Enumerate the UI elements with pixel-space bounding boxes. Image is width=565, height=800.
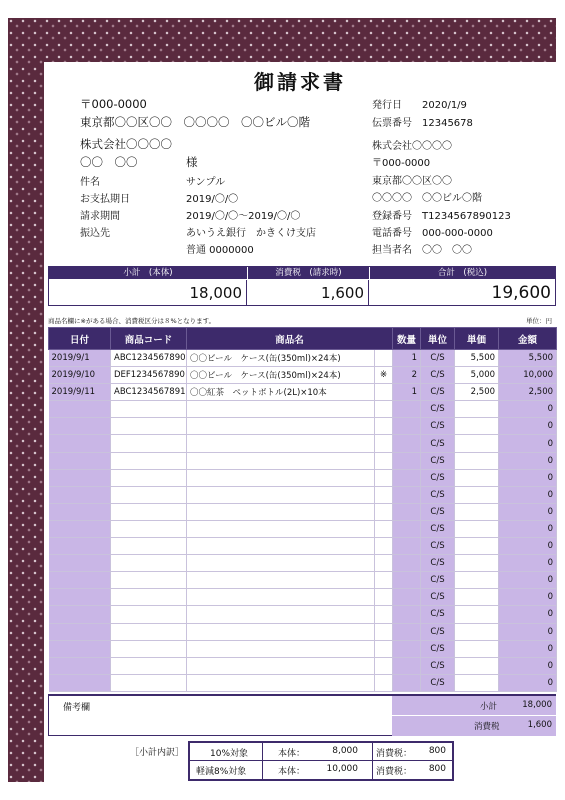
table-cell — [111, 674, 187, 691]
table-cell: 2,500 — [499, 384, 557, 401]
tel-label: 電話番号 — [372, 228, 412, 239]
table-cell — [455, 640, 499, 657]
table-row-empty — [49, 486, 557, 503]
breakdown-divider — [372, 743, 373, 779]
table-cell — [455, 572, 499, 589]
table-cell — [111, 401, 187, 418]
contact-name: 〇〇 〇〇 — [422, 245, 472, 256]
table-cell — [375, 384, 393, 401]
table-row-empty — [49, 469, 557, 486]
table-cell — [111, 503, 187, 520]
table-cell: 〇〇紅茶 ペットボトル(2L)×10本 — [187, 384, 375, 401]
issue-date-label: 発行日 — [372, 100, 402, 111]
table-cell — [375, 418, 393, 435]
table-cell — [375, 572, 393, 589]
table-cell: C/S — [421, 350, 455, 367]
table-row-empty — [49, 674, 557, 691]
detail-value: 2019/〇/〇 — [186, 194, 239, 205]
table-cell: 0 — [499, 503, 557, 520]
table-cell — [111, 606, 187, 623]
table-cell: 0 — [499, 520, 557, 537]
table-cell — [111, 589, 187, 606]
table-cell — [49, 589, 111, 606]
recipient-person: 〇〇 〇〇 — [80, 155, 138, 169]
breakdown-base: 10,000 — [326, 764, 358, 774]
footer-subtotal — [392, 696, 556, 716]
table-cell — [49, 503, 111, 520]
table-cell: C/S — [421, 640, 455, 657]
table-cell — [49, 435, 111, 452]
table-cell — [375, 452, 393, 469]
decorative-frame-left — [8, 18, 44, 782]
table-cell: 〇〇ビール ケース(缶(350ml)×24本) — [187, 367, 375, 384]
table-cell — [375, 486, 393, 503]
table-cell: 1 — [393, 384, 421, 401]
table-row-empty — [49, 401, 557, 418]
issuer-company: 株式会社〇〇〇〇 — [372, 141, 452, 152]
table-cell: C/S — [421, 538, 455, 555]
table-cell — [49, 469, 111, 486]
col-price: 単価 — [455, 328, 499, 350]
table-cell — [49, 418, 111, 435]
table-cell: 2,500 — [455, 384, 499, 401]
table-row-empty — [49, 435, 557, 452]
table-cell — [455, 674, 499, 691]
tax-note: 商品名欄に※がある場合、消費税区分は８%となります。 — [48, 317, 216, 325]
table-cell — [393, 486, 421, 503]
table-cell — [393, 606, 421, 623]
table-cell: ※ — [375, 367, 393, 384]
table-cell: 5,000 — [455, 367, 499, 384]
subtotal-header: 小計 (本体) — [49, 267, 247, 279]
table-cell — [111, 452, 187, 469]
table-cell — [393, 435, 421, 452]
detail-label: お支払期日 — [80, 194, 130, 205]
table-cell: C/S — [421, 623, 455, 640]
table-cell — [455, 623, 499, 640]
recipient-company: 株式会社〇〇〇〇 — [80, 137, 172, 151]
table-cell: C/S — [421, 606, 455, 623]
table-row-empty — [49, 418, 557, 435]
detail-label: 振込先 — [80, 228, 110, 239]
table-cell: 10,000 — [499, 367, 557, 384]
remarks-label: 備考欄 — [63, 703, 91, 713]
table-cell — [187, 589, 375, 606]
table-cell: C/S — [421, 452, 455, 469]
table-cell — [375, 538, 393, 555]
issuer-address1: 東京都〇〇区〇〇 — [372, 176, 452, 187]
table-cell: C/S — [421, 418, 455, 435]
breakdown-base-label: 本体： — [278, 767, 306, 777]
table-cell — [111, 435, 187, 452]
decorative-frame-top — [8, 18, 556, 62]
table-cell — [375, 606, 393, 623]
table-cell — [111, 572, 187, 589]
table-cell — [111, 640, 187, 657]
footer-tax-label: 消費税 — [474, 722, 500, 732]
table-cell — [393, 469, 421, 486]
table-cell — [111, 418, 187, 435]
table-cell — [187, 606, 375, 623]
table-cell — [393, 538, 421, 555]
table-cell — [375, 657, 393, 674]
table-cell: 1 — [393, 350, 421, 367]
breakdown-base-label: 本体： — [278, 749, 306, 759]
table-row — [49, 384, 557, 401]
slip-label: 伝票番号 — [372, 118, 412, 129]
table-cell — [393, 589, 421, 606]
table-cell — [187, 503, 375, 520]
table-cell — [49, 555, 111, 572]
table-cell — [187, 640, 375, 657]
table-cell: 0 — [499, 469, 557, 486]
table-cell — [49, 401, 111, 418]
tel-number: 000-000-0000 — [422, 228, 493, 239]
breakdown-type: 軽減8%対象 — [196, 767, 247, 777]
table-cell: 0 — [499, 674, 557, 691]
table-cell — [111, 486, 187, 503]
table-cell: C/S — [421, 486, 455, 503]
breakdown-type: 10%対象 — [210, 749, 249, 759]
table-cell: 0 — [499, 572, 557, 589]
table-cell — [187, 623, 375, 640]
breakdown-tax: 800 — [428, 746, 446, 756]
issue-date: 2020/1/9 — [422, 100, 467, 111]
table-cell — [187, 418, 375, 435]
table-cell — [375, 674, 393, 691]
table-cell — [187, 555, 375, 572]
breakdown-box — [188, 741, 454, 781]
table-row-empty — [49, 589, 557, 606]
table-cell: C/S — [421, 384, 455, 401]
table-cell — [187, 572, 375, 589]
table-cell — [111, 520, 187, 537]
table-cell — [187, 538, 375, 555]
table-cell — [375, 350, 393, 367]
recipient-address: 東京都〇〇区〇〇 〇〇〇〇 〇〇ビル〇階 — [80, 115, 310, 129]
table-cell: C/S — [421, 469, 455, 486]
remarks-box — [48, 694, 556, 736]
recipient-honorific: 様 — [186, 155, 198, 169]
table-cell — [393, 555, 421, 572]
page-title: 御請求書 — [254, 70, 346, 94]
table-cell: 0 — [499, 486, 557, 503]
table-cell: C/S — [421, 657, 455, 674]
table-cell: ABC1234567890 — [111, 350, 187, 367]
table-cell — [49, 572, 111, 589]
col-code: 商品コード — [111, 328, 187, 350]
table-cell: 0 — [499, 452, 557, 469]
table-cell — [49, 674, 111, 691]
total-header: 合計 (税込) — [369, 267, 555, 279]
table-cell: 2 — [393, 367, 421, 384]
table-cell — [375, 435, 393, 452]
table-cell — [455, 589, 499, 606]
table-cell — [455, 606, 499, 623]
total-value: 19,600 — [491, 283, 551, 303]
table-cell: 5,500 — [499, 350, 557, 367]
table-cell: 0 — [499, 606, 557, 623]
table-cell — [455, 538, 499, 555]
unit-note: 単位：円 — [526, 317, 552, 325]
col-product: 商品名 — [187, 328, 393, 350]
table-cell: C/S — [421, 401, 455, 418]
col-date: 日付 — [49, 328, 111, 350]
footer-subtotal-label: 小計 — [480, 702, 498, 712]
table-row — [49, 367, 557, 384]
detail-value: サンプル — [186, 177, 226, 188]
table-cell — [49, 623, 111, 640]
table-cell: C/S — [421, 367, 455, 384]
table-cell — [455, 503, 499, 520]
table-cell: 2019/9/10 — [49, 367, 111, 384]
contact-label: 担当者名 — [372, 245, 412, 256]
footer-subtotal-value: 18,000 — [522, 700, 552, 710]
table-cell — [187, 674, 375, 691]
table-cell — [375, 640, 393, 657]
table-cell — [455, 469, 499, 486]
breakdown-label: ［小計内訳］ — [130, 748, 185, 758]
table-cell: 0 — [499, 589, 557, 606]
table-cell — [393, 674, 421, 691]
table-cell: 0 — [499, 401, 557, 418]
table-cell — [49, 538, 111, 555]
table-cell — [111, 538, 187, 555]
breakdown-base: 8,000 — [332, 746, 358, 756]
table-cell — [455, 486, 499, 503]
table-cell — [49, 640, 111, 657]
table-cell — [49, 657, 111, 674]
table-cell: DEF1234567890 — [111, 367, 187, 384]
table-cell — [393, 401, 421, 418]
breakdown-row — [190, 761, 452, 779]
detail-label: 件名 — [80, 177, 100, 188]
table-cell — [187, 469, 375, 486]
table-cell: 〇〇ビール ケース(缶(350ml)×24本) — [187, 350, 375, 367]
table-cell — [111, 657, 187, 674]
items-table — [48, 327, 557, 692]
reg-number: T1234567890123 — [422, 211, 511, 222]
subtotal-value: 18,000 — [49, 280, 247, 306]
table-cell — [187, 520, 375, 537]
table-cell: C/S — [421, 674, 455, 691]
table-cell: C/S — [421, 520, 455, 537]
table-header-row — [49, 328, 557, 350]
table-cell: 0 — [499, 640, 557, 657]
detail-value: 普通 0000000 — [186, 245, 254, 256]
tax-header: 消費税 (請求時) — [247, 267, 369, 279]
table-cell: C/S — [421, 503, 455, 520]
table-row-empty — [49, 452, 557, 469]
table-cell — [455, 555, 499, 572]
table-row-empty — [49, 538, 557, 555]
table-cell — [49, 520, 111, 537]
summary-box — [48, 266, 556, 306]
table-cell: 5,500 — [455, 350, 499, 367]
table-cell: C/S — [421, 589, 455, 606]
col-amount: 金額 — [499, 328, 557, 350]
table-cell — [187, 435, 375, 452]
table-row-empty — [49, 555, 557, 572]
footer-tax — [392, 716, 556, 736]
table-cell: 0 — [499, 418, 557, 435]
table-cell: C/S — [421, 555, 455, 572]
table-cell: 0 — [499, 623, 557, 640]
table-cell: 2019/9/11 — [49, 384, 111, 401]
table-cell — [455, 418, 499, 435]
table-cell — [111, 623, 187, 640]
tax-value: 1,600 — [247, 280, 369, 306]
table-cell — [393, 623, 421, 640]
table-cell — [111, 555, 187, 572]
table-cell: 0 — [499, 657, 557, 674]
breakdown-tax-label: 消費税： — [376, 749, 413, 759]
table-cell — [455, 401, 499, 418]
table-cell — [49, 486, 111, 503]
table-cell — [393, 520, 421, 537]
table-cell — [393, 503, 421, 520]
table-cell — [375, 555, 393, 572]
table-cell — [187, 452, 375, 469]
reg-label: 登録番号 — [372, 211, 412, 222]
table-cell — [187, 486, 375, 503]
table-cell — [111, 469, 187, 486]
table-cell: ABC1234567891 — [111, 384, 187, 401]
breakdown-tax: 800 — [428, 764, 446, 774]
footer-tax-value: 1,600 — [527, 720, 552, 730]
slip-number: 12345678 — [422, 118, 473, 129]
table-cell — [393, 418, 421, 435]
detail-value: あいうえ銀行 かきくけ支店 — [186, 228, 316, 239]
table-cell — [49, 606, 111, 623]
table-cell — [375, 520, 393, 537]
table-cell — [455, 452, 499, 469]
table-cell — [49, 452, 111, 469]
table-cell — [375, 589, 393, 606]
table-cell: C/S — [421, 572, 455, 589]
table-cell: 2019/9/1 — [49, 350, 111, 367]
table-cell — [455, 657, 499, 674]
detail-value: 2019/〇/〇～2019/〇/〇 — [186, 211, 301, 222]
breakdown-row — [190, 743, 452, 761]
table-row-empty — [49, 520, 557, 537]
recipient-postal: 〒000-0000 — [80, 97, 147, 111]
table-row-empty — [49, 657, 557, 674]
issuer-postal: 〒000-0000 — [372, 158, 431, 169]
table-cell — [393, 657, 421, 674]
table-cell — [375, 469, 393, 486]
table-cell — [455, 520, 499, 537]
table-row — [49, 350, 557, 367]
table-row-empty — [49, 623, 557, 640]
breakdown-tax-label: 消費税： — [376, 767, 413, 777]
table-cell — [393, 572, 421, 589]
table-row-empty — [49, 572, 557, 589]
col-qty: 数量 — [393, 328, 421, 350]
table-row-empty — [49, 640, 557, 657]
table-cell — [187, 657, 375, 674]
table-row-empty — [49, 606, 557, 623]
table-cell — [393, 640, 421, 657]
table-cell — [375, 401, 393, 418]
table-cell: 0 — [499, 538, 557, 555]
table-cell: 0 — [499, 555, 557, 572]
table-cell — [393, 452, 421, 469]
col-unit: 単位 — [421, 328, 455, 350]
issuer-address2: 〇〇〇〇 〇〇ビル〇階 — [372, 193, 482, 204]
table-row-empty — [49, 503, 557, 520]
table-cell — [455, 435, 499, 452]
table-cell — [375, 623, 393, 640]
detail-label: 請求期間 — [80, 211, 120, 222]
table-cell: 0 — [499, 435, 557, 452]
table-cell: C/S — [421, 435, 455, 452]
breakdown-divider — [262, 743, 263, 779]
table-cell — [375, 503, 393, 520]
table-cell — [187, 401, 375, 418]
